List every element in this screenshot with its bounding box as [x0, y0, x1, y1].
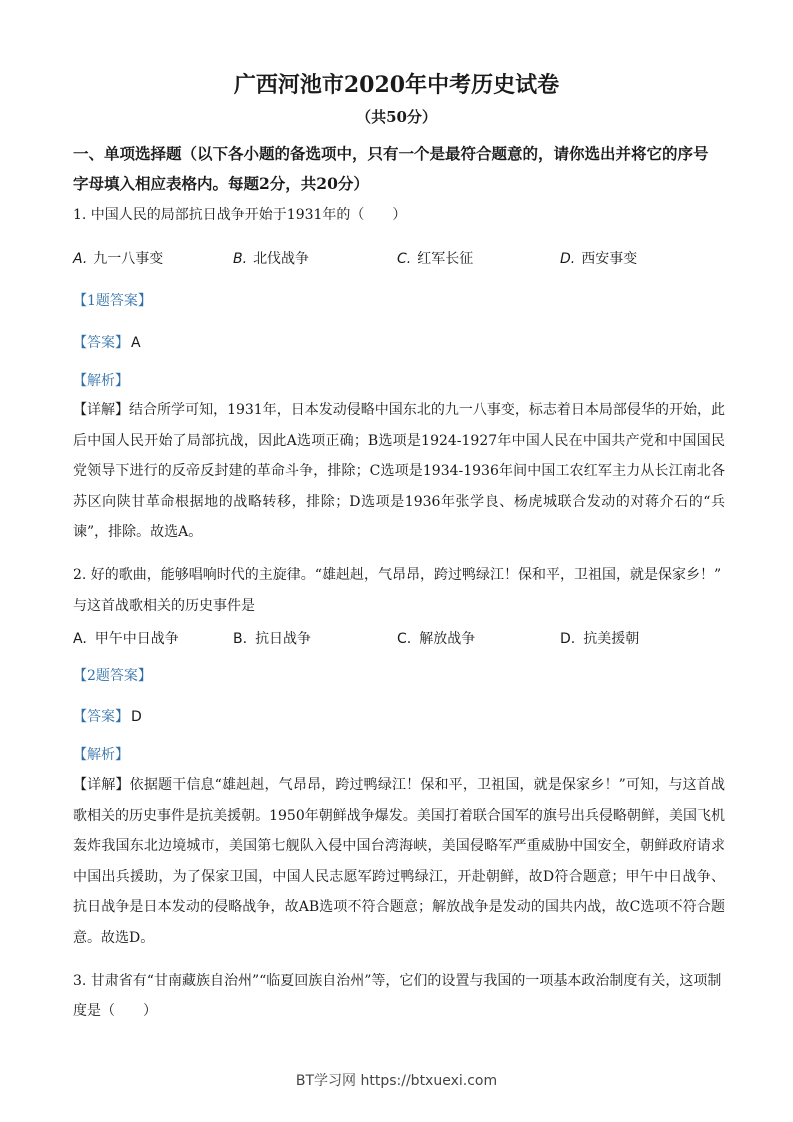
question-1-options — [73, 248, 723, 270]
q1-option-b: B. 北伐战争 — [233, 251, 310, 267]
q2-option-b: B. 抗日战争 — [233, 631, 312, 647]
page-title: 广西河池市2020年中考历史试卷 — [233, 72, 560, 98]
question-3-stem: 3. 甘肃省有“甘南藏族自治州”“临夏回族自治州”等，它们的设置与我国的一项基本政治制度有关，这项制度是（ ） — [73, 973, 722, 1019]
question-2-stem-line1: 2. 好的歌曲，能够唱响时代的主旋律。“雄赳赳，气昂昂，跨过鸭绿江！保和平，卫祖国，就是保家乡！” — [73, 567, 722, 583]
q2-analysis-label: 【解析】 — [73, 747, 129, 763]
q2-detail: 【详解】依据题干信息“雄赳赳，气昂昂，跨过鸭绿江！保和平，卫祖国，就是保家乡！”可知，与这首战歌相关的历史事件是抗美援朝。1950年朝鲜战争爆发。美国打着联合国军的旗号出兵侵略朝鲜，美国飞机轰炸我国东北边境城市，美国第七舰队入侵中国台湾海峡，美国侵略军严重威胁中国安全，朝鲜政府请求中国出兵援助，为了保家卫国，中国人民志愿军跨过鸭绿江，开赴朝鲜，故D符合题意；甲午中日战争、抗日战争是日本发动的侵略战争，故AB选项不符合题意；解放战争是发动的国共内战，故C选项不符合题意。故选D。 — [73, 777, 725, 946]
page-subtitle: （共50分） — [356, 108, 437, 126]
q1-answer: 【答案】 A — [73, 335, 141, 351]
q1-detail: 【详解】结合所学可知，1931年，日本发动侵略中国东北的九一八事变，标志着日本局部侵华的开始，此后中国人民开始了局部抗战，因此A选项正确；B选项是1924-1927年中国人民在中国共产党和中国国民党领导下进行的反帝反封建的革命斗争，排除；C选项是1934-1936年间中国工农红军主力从长江南北各苏区向陕甘革命根据地的战略转移，排除；D选项是1936年张学良、杨虎城联合发动的对蒋介石的“兵谏”，排除。故选A。 — [73, 402, 725, 540]
q2-answer-value: D — [131, 709, 142, 725]
q2-answer-heading: 【2题答案】 — [73, 668, 152, 684]
question-2-stem-line2: 与这首战歌相关的历史事件是 — [73, 598, 255, 614]
q1-option-d: D. 西安事变 — [560, 251, 638, 267]
footer-watermark: BT学习网 https://btxuexi.com — [295, 1073, 498, 1089]
q2-option-d: D. 抗美援朝 — [560, 631, 640, 647]
section-heading: 一、单项选择题（以下各小题的备选项中，只有一个是最符合题意的，请你选出并将它的序号字母填入相应表格内。每题2分，共20分） — [73, 144, 709, 193]
question-1-stem: 1. 中国人民的局部抗日战争开始于1931年的（ ） — [73, 207, 407, 223]
q1-answer-value: A — [131, 335, 141, 351]
q1-option-a: A. 九一八事变 — [73, 251, 164, 267]
question-2-options — [73, 628, 723, 650]
q1-analysis-label: 【解析】 — [73, 373, 129, 389]
q2-option-c: C. 解放战争 — [397, 631, 476, 647]
q2-option-a: A. 甲午中日战争 — [73, 631, 179, 647]
q1-option-c: C. 红军长征 — [397, 251, 474, 267]
q1-answer-heading: 【1题答案】 — [73, 293, 152, 309]
q2-answer: 【答案】 D — [73, 709, 142, 725]
